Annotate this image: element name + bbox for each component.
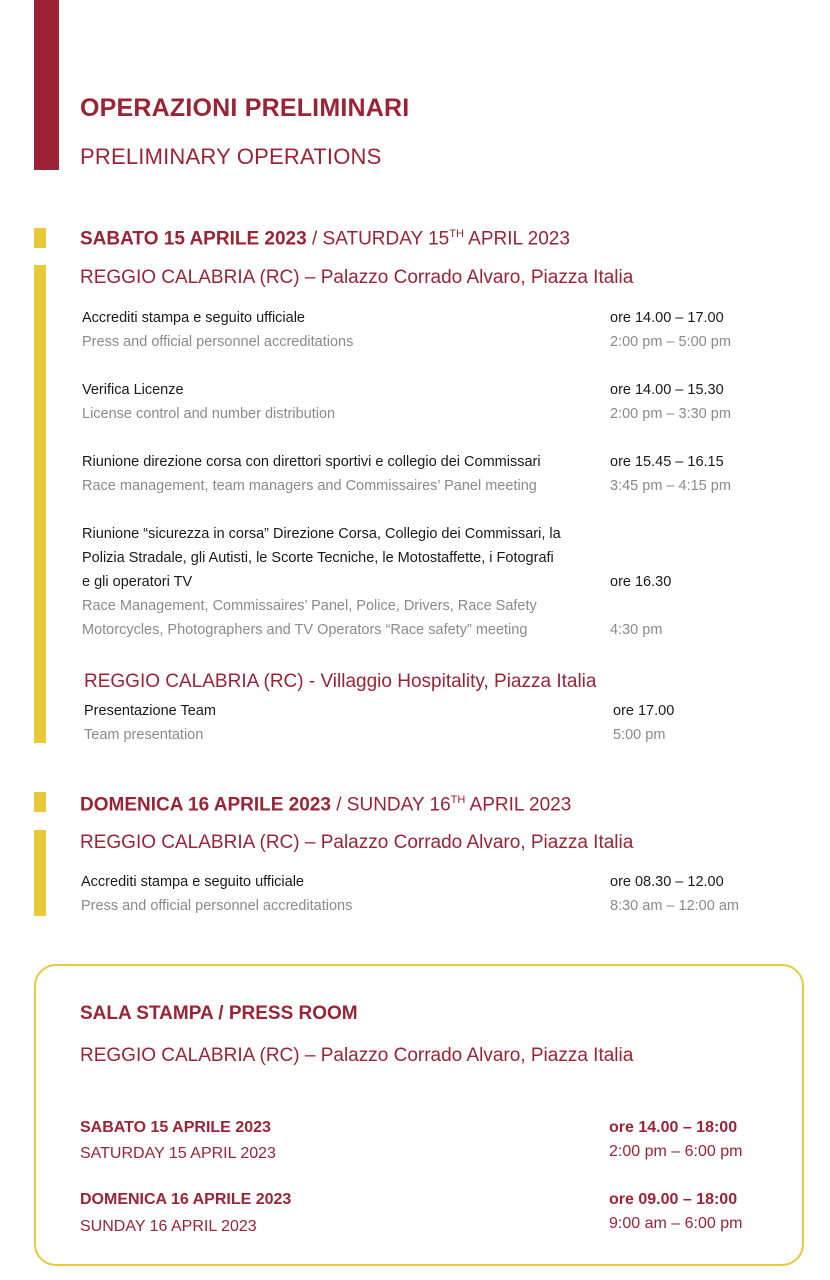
press-room-date-it: DOMENICA 16 APRILE 2023 <box>80 1191 292 1208</box>
event-title-en: Press and official personnel accreditations <box>81 898 353 914</box>
event-time-it: ore 17.00 <box>613 703 675 719</box>
press-room-date-it: SABATO 15 APRILE 2023 <box>80 1119 271 1136</box>
press-room-date-en: SATURDAY 15 APRIL 2023 <box>80 1145 276 1162</box>
press-room-time-en: 9:00 am – 6:00 pm <box>609 1215 743 1232</box>
event-title-it-line1: Riunione “sicurezza in corsa” Direzione Corsa, Collegio dei Commissari, la <box>82 526 561 542</box>
event-title-en: License control and number distribution <box>82 406 336 422</box>
event-title-en-line1: Race Management, Commissaires’ Panel, Police, Drivers, Race Safety <box>82 598 537 614</box>
event-title-en: Press and official personnel accreditations <box>82 334 354 350</box>
day1-date-en-post: APRIL 2023 <box>463 228 570 250</box>
event-time-it: ore 14.00 – 15.30 <box>610 382 724 398</box>
press-room-venue: REGGIO CALABRIA (RC) – Palazzo Corrado Alvaro, Piazza Italia <box>80 1045 634 1066</box>
day2-date-en-sup: TH <box>450 794 466 806</box>
day2-date-it: DOMENICA 16 APRILE 2023 <box>80 794 331 816</box>
day2-venue: REGGIO CALABRIA (RC) – Palazzo Corrado Alvaro, Piazza Italia <box>80 832 634 853</box>
page-title-en: PRELIMINARY OPERATIONS <box>80 144 382 169</box>
press-room-time-it: ore 09.00 – 18:00 <box>609 1191 738 1208</box>
day2-date-separator: / <box>330 794 347 816</box>
day2-date-en-post: APRIL 2023 <box>465 794 572 816</box>
day1-date-en: SATURDAY 15 <box>322 228 450 250</box>
event-time-en: 4:30 pm <box>610 622 663 638</box>
event-time-en: 3:45 pm – 4:15 pm <box>610 478 731 494</box>
day1-date-it: SABATO 15 APRILE 2023 <box>80 228 307 250</box>
press-room-time-it: ore 14.00 – 18:00 <box>609 1119 738 1136</box>
event-title-it: Verifica Licenze <box>82 382 184 398</box>
day1-venue-hospitality: REGGIO CALABRIA (RC) - Villaggio Hospitality, Piazza Italia <box>84 671 597 692</box>
day1-section-bar <box>34 265 46 743</box>
day1-date-en-sup: TH <box>449 228 464 240</box>
day1-date-separator: / <box>306 228 323 250</box>
header-accent-bar <box>34 0 59 170</box>
day1-date-marker <box>34 228 46 248</box>
press-room-date-en: SUNDAY 16 APRIL 2023 <box>80 1218 257 1235</box>
day2-date-en: SUNDAY 16 <box>346 794 451 816</box>
day2-section-bar <box>34 830 46 916</box>
event-title-it-line2: Polizia Stradale, gli Autisti, le Scorte Tecniche, le Motostaffette, i Fotografi <box>82 550 554 566</box>
event-title-en-line2: Motorcycles, Photographers and TV Operators “Race safety” meeting <box>82 622 528 638</box>
event-title-it: Accrediti stampa e seguito ufficiale <box>81 874 304 890</box>
press-room-title: SALA STAMPA / PRESS ROOM <box>80 1003 358 1024</box>
event-title-it-line3: e gli operatori TV <box>82 574 193 590</box>
event-title-it: Presentazione Team <box>84 703 216 719</box>
day2-date <box>80 794 571 816</box>
press-room-time-en: 2:00 pm – 6:00 pm <box>609 1143 743 1160</box>
day1-date <box>80 228 570 250</box>
page-title-it: OPERAZIONI PRELIMINARI <box>80 94 410 122</box>
event-title-en: Team presentation <box>84 727 204 743</box>
event-time-en: 8:30 am – 12:00 am <box>610 898 739 914</box>
event-title-en: Race management, team managers and Commissaires’ Panel meeting <box>82 478 537 494</box>
event-time-it: ore 15.45 – 16.15 <box>610 454 724 470</box>
event-time-en: 2:00 pm – 5:00 pm <box>610 334 731 350</box>
event-time-it: ore 08.30 – 12.00 <box>610 874 724 890</box>
event-time-it: ore 14.00 – 17.00 <box>610 310 724 326</box>
event-time-en: 2:00 pm – 3:30 pm <box>610 406 731 422</box>
day1-venue: REGGIO CALABRIA (RC) – Palazzo Corrado Alvaro, Piazza Italia <box>80 267 634 288</box>
event-time-en: 5:00 pm <box>613 727 666 743</box>
event-title-it: Accrediti stampa e seguito ufficiale <box>82 310 305 326</box>
day2-date-marker <box>34 792 46 812</box>
event-title-it: Riunione direzione corsa con direttori sportivi e collegio dei Commissari <box>82 454 541 470</box>
event-time-it: ore 16.30 <box>610 574 672 590</box>
